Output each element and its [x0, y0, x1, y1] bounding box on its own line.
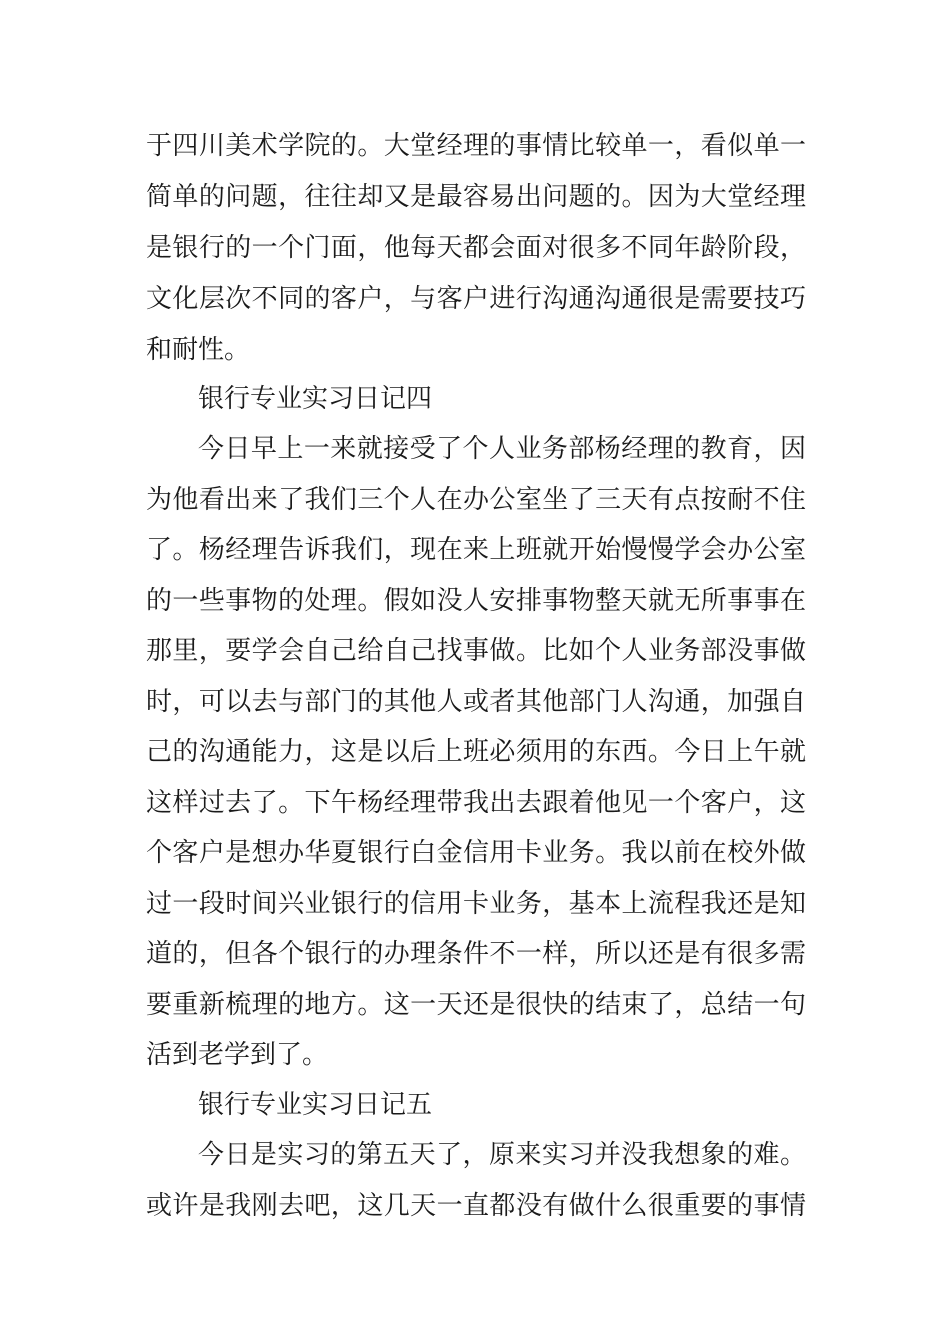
paragraph-line: 了。杨经理告诉我们，现在来上班就开始慢慢学会办公室	[146, 535, 806, 565]
paragraph-line: 那里，要学会自己给自己找事做。比如个人业务部没事做	[146, 636, 806, 666]
paragraph-line: 为他看出来了我们三个人在办公室坐了三天有点按耐不住	[146, 485, 806, 515]
paragraph-line: 文化层次不同的客户，与客户进行沟通沟通很是需要技巧	[146, 284, 806, 314]
paragraph-line: 于四川美术学院的。大堂经理的事情比较单一，看似单一	[146, 131, 806, 161]
paragraph-line: 今日早上一来就接受了个人业务部杨经理的教育，因	[198, 434, 806, 464]
section-heading: 银行专业实习日记四	[198, 384, 433, 414]
paragraph-line: 的一些事物的处理。假如没人安排事物整天就无所事事在	[146, 586, 806, 616]
paragraph-line: 活到老学到了。	[146, 1040, 329, 1070]
paragraph-line: 和耐性。	[146, 335, 251, 365]
paragraph-line: 时，可以去与部门的其他人或者其他部门人沟通，加强自	[146, 687, 806, 717]
paragraph-line: 简单的问题，往往却又是最容易出问题的。因为大堂经理	[146, 182, 806, 212]
paragraph-line: 今日是实习的第五天了，原来实习并没我想象的难。	[198, 1140, 806, 1170]
section-heading: 银行专业实习日记五	[198, 1090, 433, 1120]
paragraph-line: 道的，但各个银行的办理条件不一样，所以还是有很多需	[146, 939, 806, 969]
paragraph-line: 个客户是想办华夏银行白金信用卡业务。我以前在校外做	[146, 838, 806, 868]
paragraph-line: 或许是我刚去吧，这几天一直都没有做什么很重要的事情	[146, 1191, 806, 1221]
paragraph-line: 己的沟通能力，这是以后上班必须用的东西。今日上午就	[146, 737, 806, 767]
paragraph-line: 这样过去了。下午杨经理带我出去跟着他见一个客户，这	[146, 788, 806, 818]
paragraph-line: 要重新梳理的地方。这一天还是很快的结束了，总结一句	[146, 990, 806, 1020]
paragraph-line: 是银行的一个门面，他每天都会面对很多不同年龄阶段，	[146, 233, 806, 263]
paragraph-line: 过一段时间兴业银行的信用卡业务，基本上流程我还是知	[146, 889, 806, 919]
